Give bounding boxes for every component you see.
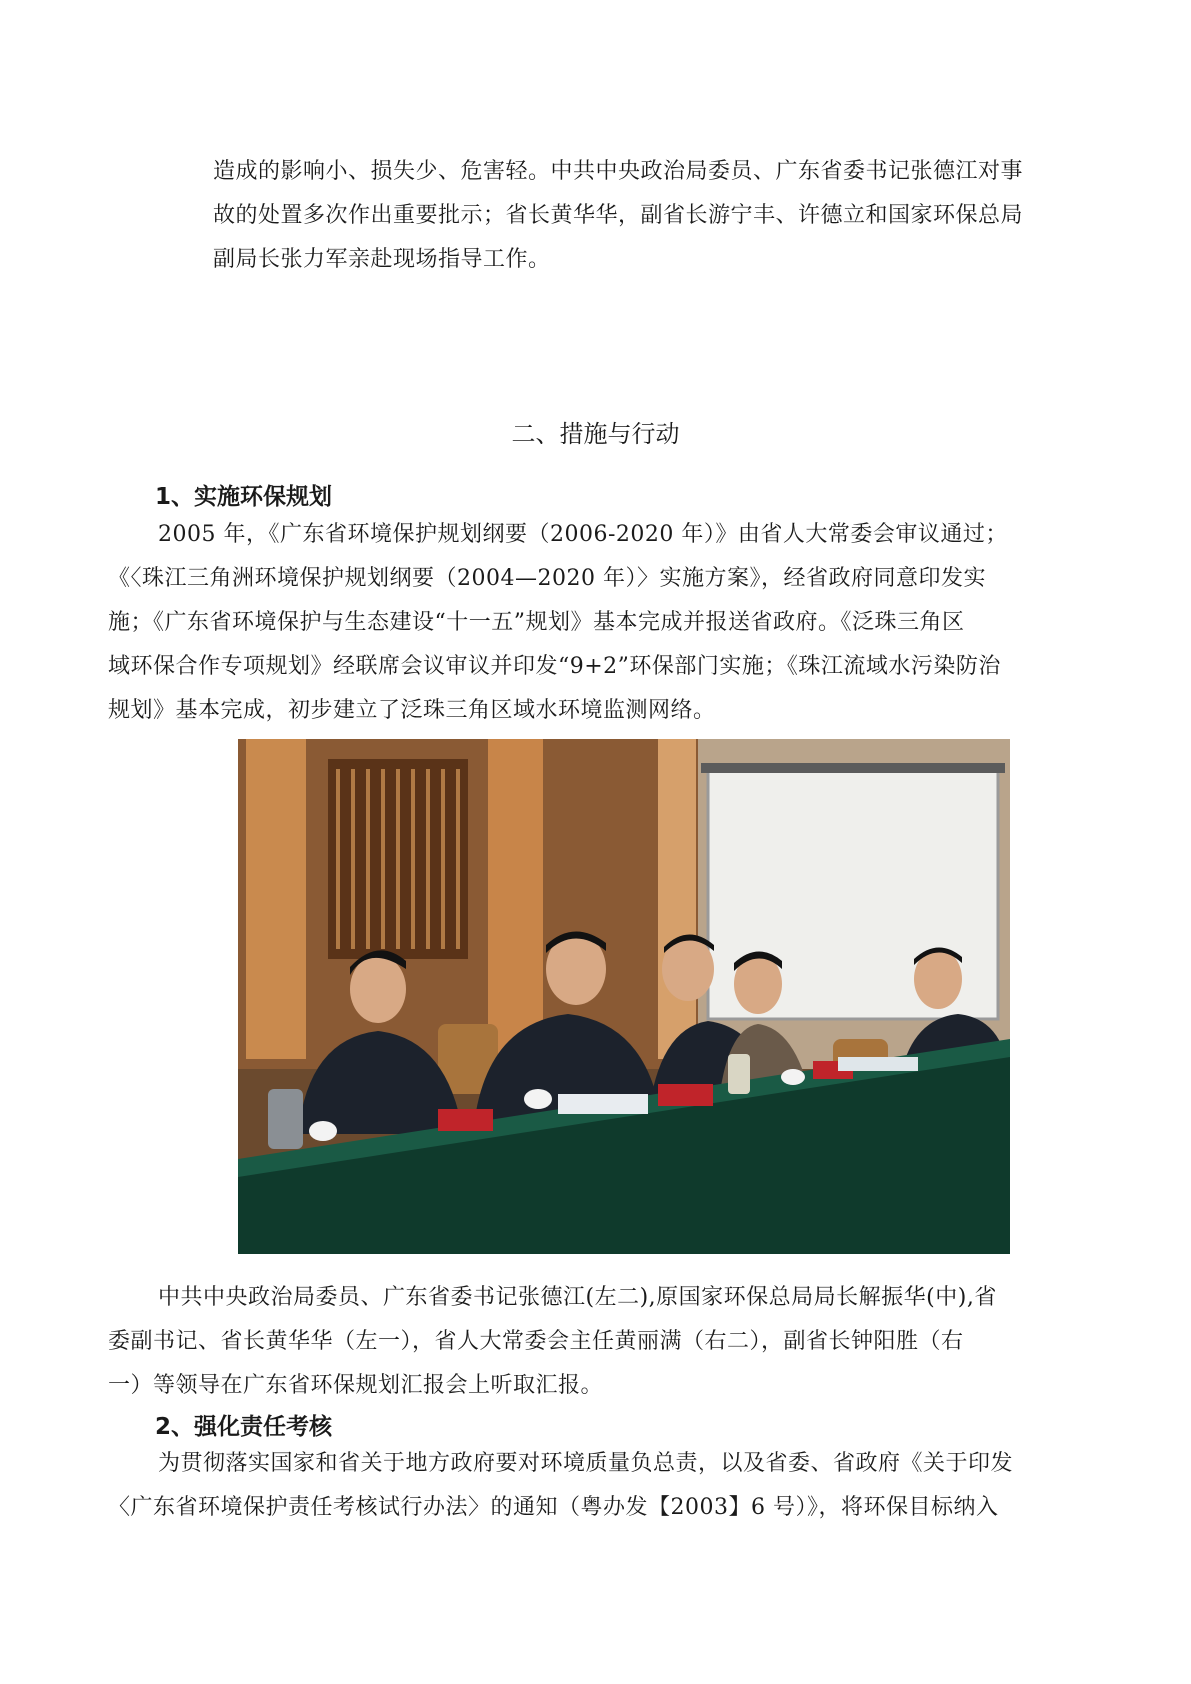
text-line: 故的处置多次作出重要批示；省长黄华华，副省长游宁丰、许德立和国家环保总局 (213, 203, 1024, 228)
responsibility-paragraph (108, 1442, 1098, 1530)
section-title: 二、措施与行动 (511, 420, 680, 448)
text-line: 为贯彻落实国家和省关于地方政府要对环境质量负总责，以及省委、省政府《关于印发 (158, 1451, 1014, 1476)
text-line: 规划》基本完成，初步建立了泛珠三角区域水环境监测网络。 (108, 698, 716, 723)
caption-line: 委副书记、省长黄华华（左一），省人大常委会主任黄丽满（右二），副省长钟阳胜（右 (108, 1329, 964, 1354)
text-line: 〈广东省环境保护责任考核试行办法〉的通知（粤办发【2003】6 号）》，将环保目标纳入 (108, 1495, 999, 1520)
text-line: 域环保合作专项规划》经联席会议审议并印发“9+2”环保部门实施；《珠江流域水污染防治 (108, 654, 1001, 679)
plan-paragraph (108, 513, 1098, 733)
text-line: 施；《广东省环境保护与生态建设“十一五”规划》基本完成并报送省政府。《泛珠三角区 (108, 610, 965, 635)
text-line: 2005 年，《广东省环境保护规划纲要（2006-2020 年）》由省人大常委会审议通过； (158, 522, 1008, 547)
subsection-title: 2、强化责任考核 (155, 1414, 333, 1440)
caption-line: 中共中央政治局委员、广东省委书记张德江(左二),原国家环保总局局长解振华(中),省 (158, 1285, 997, 1310)
text-line: 副局长张力军亲赴现场指导工作。 (213, 247, 551, 272)
text-line: 造成的影响小、损失少、危害轻。中共中央政治局委员、广东省委书记张德江对事 (213, 159, 1024, 184)
meeting-photo-illustration (238, 739, 1010, 1254)
caption-line: 一）等领导在广东省环保规划汇报会上听取汇报。 (108, 1373, 604, 1398)
photo-caption (108, 1276, 1098, 1408)
meeting-photo (238, 739, 1010, 1254)
text-line: 《〈珠江三角洲环境保护规划纲要（2004—2020 年）〉实施方案》，经省政府同意印发实 (108, 566, 986, 591)
subsection-title: 1、实施环保规划 (155, 484, 333, 510)
top-paragraph (213, 150, 1093, 282)
